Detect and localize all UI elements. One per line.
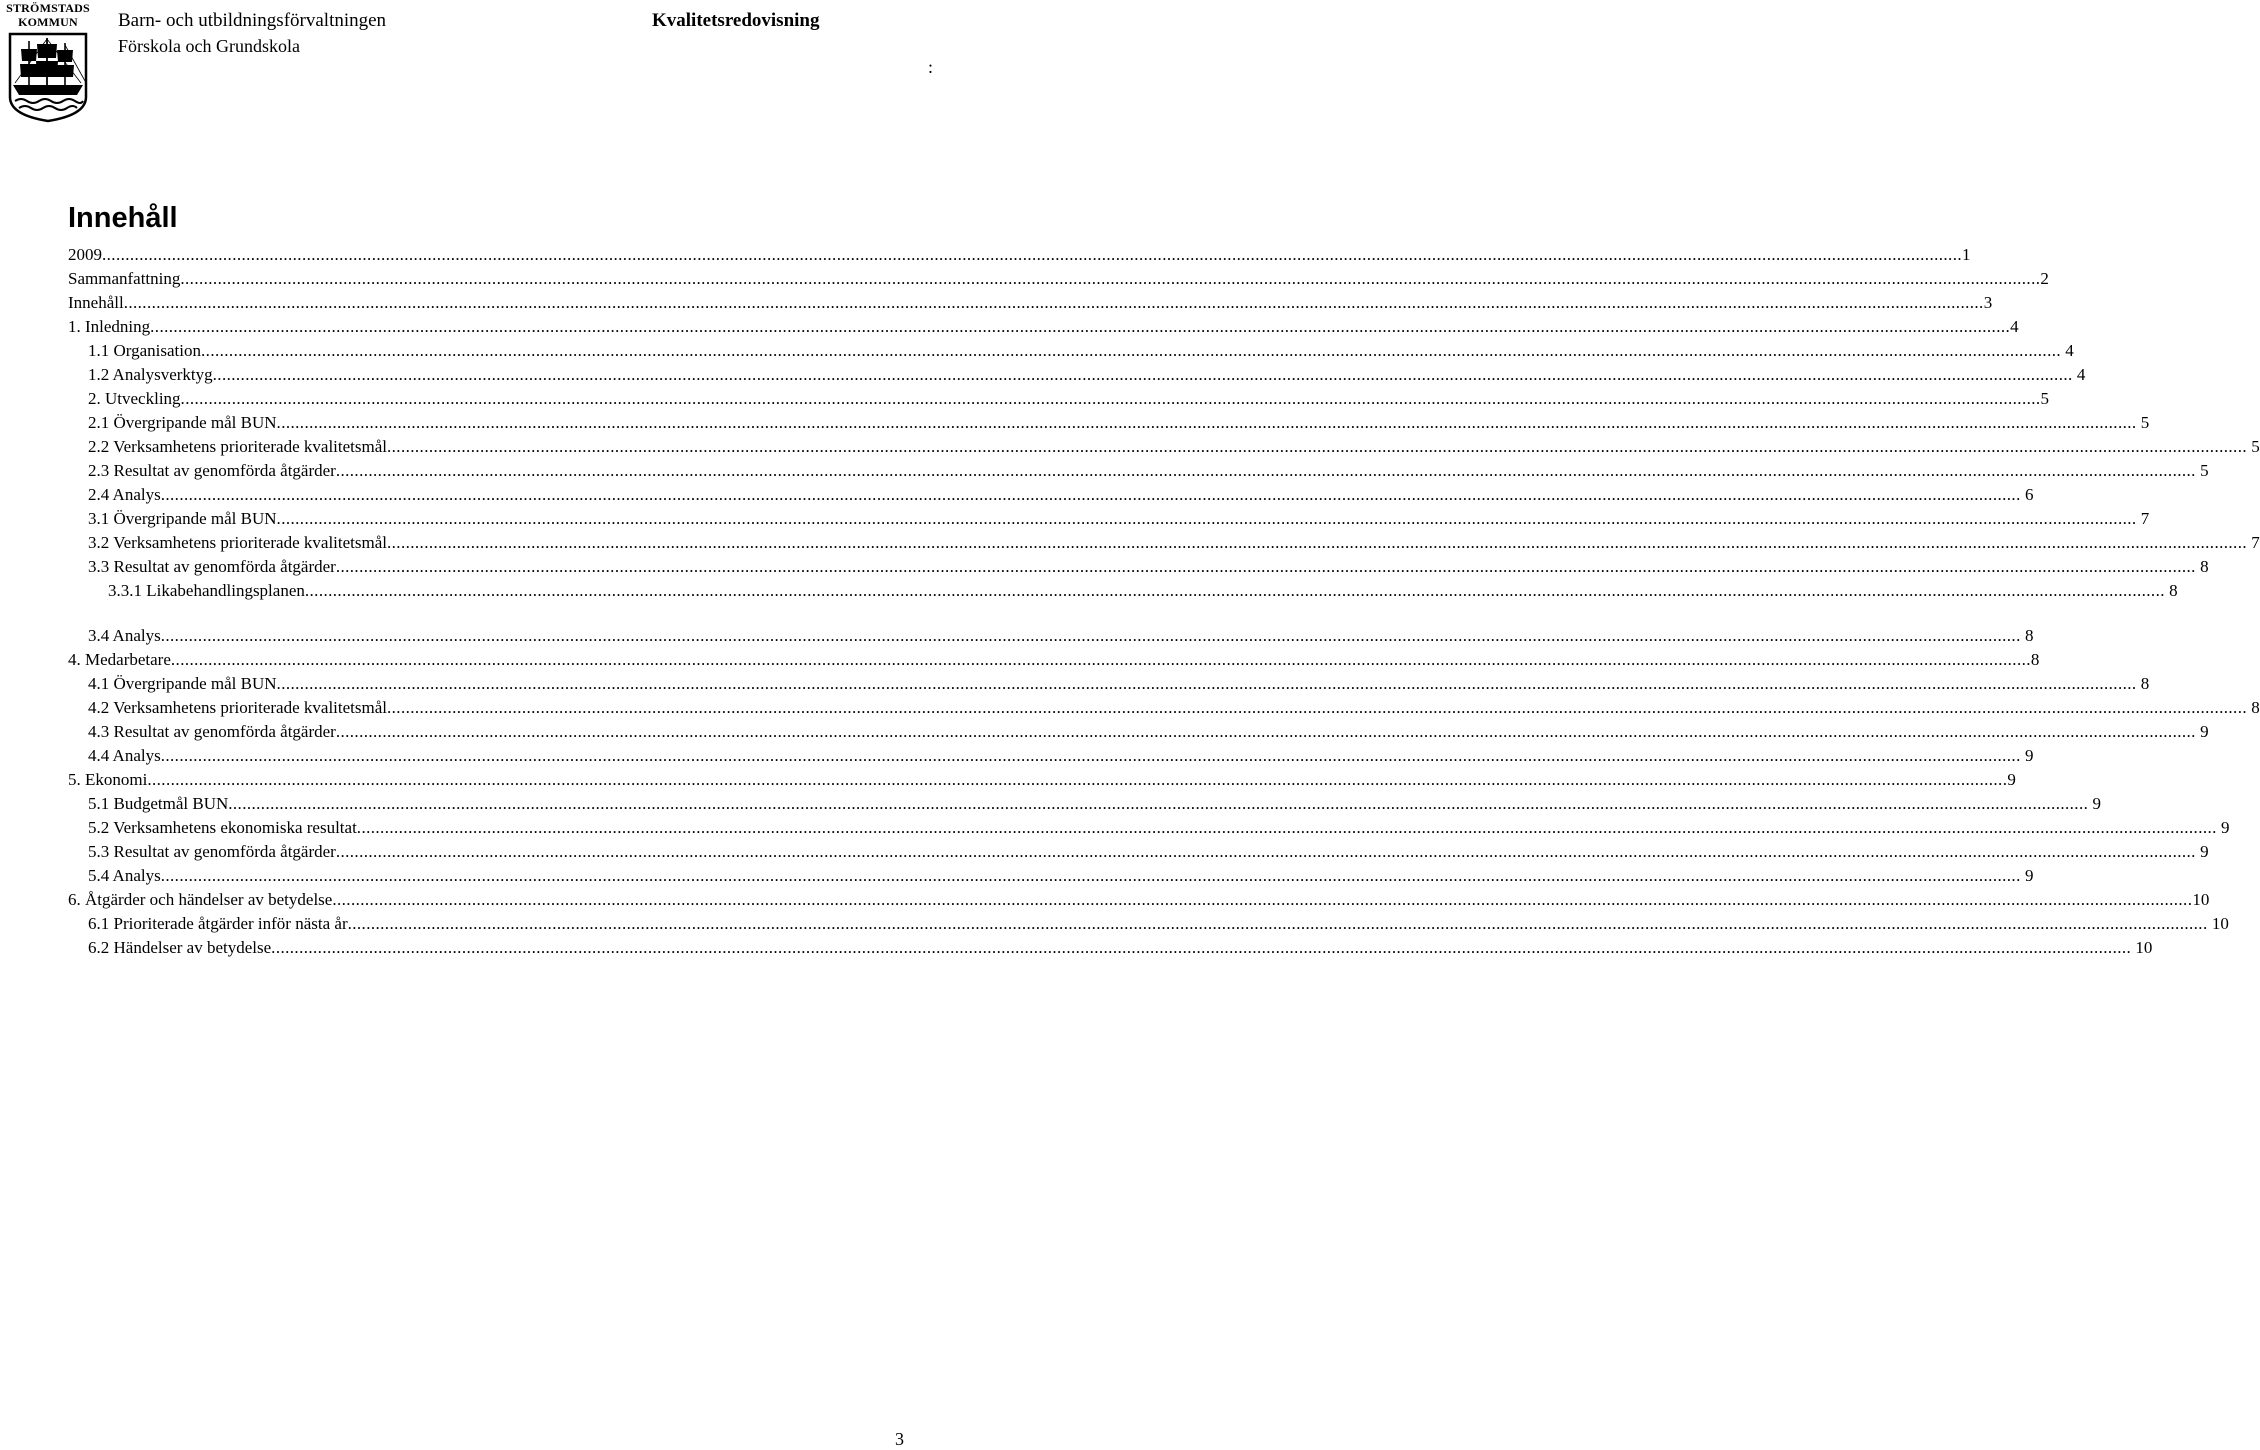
toc-entry[interactable]	[88, 460, 2209, 482]
toc-leader-dots: ................................................................................................................................................................................................................................................................................................................................................................................................................	[335, 461, 2196, 480]
toc-leader-dots: ................................................................................................................................................................................................................................................................................................................................................................................................................	[147, 770, 2008, 789]
toc-entry-page: 9	[2020, 866, 2034, 885]
toc-entry-label: 5.3 Resultat av genomförda åtgärder	[88, 842, 336, 861]
toc-leader-dots: ................................................................................................................................................................................................................................................................................................................................................................................................................	[276, 674, 2137, 693]
toc-leader-dots: ................................................................................................................................................................................................................................................................................................................................................................................................................	[160, 746, 2021, 765]
toc-entry-page: 4	[2072, 365, 2086, 384]
toc-entry[interactable]	[88, 697, 2260, 719]
toc-entry-label: 6. Åtgärder och händelser av betydelse	[68, 890, 333, 909]
toc-entry-page: 4	[2061, 341, 2074, 360]
department-name: Förskola och Grundskola	[118, 36, 300, 56]
toc-entry[interactable]	[88, 673, 2150, 695]
toc-leader-dots: ................................................................................................................................................................................................................................................................................................................................................................................................................	[335, 842, 2196, 861]
toc-leader-dots: ................................................................................................................................................................................................................................................................................................................................................................................................................	[150, 317, 2011, 336]
toc-entry[interactable]	[88, 364, 2086, 386]
toc-entry-label: 1. Inledning	[68, 317, 151, 336]
toc-entry[interactable]	[88, 817, 2230, 839]
toc-entry-label: Sammanfattning	[68, 269, 181, 288]
toc-entry-page: 8	[2030, 650, 2040, 669]
toc-entry-label: 2.4 Analys	[88, 485, 161, 504]
toc-entry-page: 9	[2195, 722, 2209, 741]
toc-entry-label: 2009	[68, 245, 102, 264]
toc-entry-label: 2.1 Övergripande mål BUN	[88, 413, 277, 432]
toc-entry-label: 3.2 Verksamhetens prioriterade kvalitetsmål	[88, 533, 387, 552]
toc-entry-page: 10	[2207, 914, 2229, 933]
toc-entry-label: 5.2 Verksamhetens ekonomiska resultat	[88, 818, 357, 837]
toc-entry-page: 5	[2040, 389, 2050, 408]
toc-entry-label: 5. Ekonomi	[68, 770, 148, 789]
toc-entry[interactable]	[88, 745, 2034, 767]
toc-entry[interactable]	[88, 484, 2034, 506]
toc-entry-label: 5.1 Budgetmål BUN	[88, 794, 229, 813]
toc-leader-dots: ................................................................................................................................................................................................................................................................................................................................................................................................................	[387, 437, 2247, 456]
toc-entry-page: 5	[2247, 437, 2260, 456]
toc-entry[interactable]	[88, 412, 2150, 434]
organization-name: Barn- och utbildningsförvaltningen	[118, 10, 387, 31]
toc-entry[interactable]	[68, 769, 2016, 791]
toc-entry[interactable]	[88, 793, 2101, 815]
toc-leader-dots: ................................................................................................................................................................................................................................................................................................................................................................................................................	[387, 533, 2247, 552]
toc-entry[interactable]	[68, 889, 2210, 911]
toc-entry[interactable]	[68, 268, 2049, 290]
toc-leader-dots: ................................................................................................................................................................................................................................................................................................................................................................................................................	[180, 389, 2041, 408]
toc-heading: Innehåll	[68, 202, 178, 234]
logo-text-line1: STRÖMSTADS	[6, 1, 90, 15]
toc-entry[interactable]	[88, 937, 2153, 959]
toc-entry-page: 2	[2040, 269, 2049, 288]
toc-entry[interactable]	[68, 292, 1993, 314]
toc-entry-page: 10	[2192, 890, 2210, 909]
toc-leader-dots: ................................................................................................................................................................................................................................................................................................................................................................................................................	[356, 818, 2217, 837]
toc-entry-label: 2.3 Resultat av genomförda åtgärder	[88, 461, 336, 480]
toc-leader-dots: ................................................................................................................................................................................................................................................................................................................................................................................................................	[160, 485, 2021, 504]
page-number: 3	[895, 1429, 904, 1449]
toc-leader-dots: ................................................................................................................................................................................................................................................................................................................................................................................................................	[102, 245, 1962, 264]
toc-entry[interactable]	[108, 580, 2178, 602]
toc-entry-label: 6.1 Prioriterade åtgärder inför nästa år	[88, 914, 348, 933]
toc-entry-label: 4.2 Verksamhetens prioriterade kvalitetsmål	[88, 698, 387, 717]
toc-entry[interactable]	[88, 625, 2034, 647]
toc-leader-dots: ................................................................................................................................................................................................................................................................................................................................................................................................................	[123, 293, 1984, 312]
toc-entry-page: 5	[2136, 413, 2150, 432]
toc-leader-dots: ................................................................................................................................................................................................................................................................................................................................................................................................................	[276, 413, 2137, 432]
toc-entry-page: 7	[2247, 533, 2260, 552]
toc-leader-dots: ................................................................................................................................................................................................................................................................................................................................................................................................................	[160, 626, 2021, 645]
toc-entry-label: 1.1 Organisation	[88, 341, 202, 360]
toc-entry-label: 3.1 Övergripande mål BUN	[88, 509, 277, 528]
toc-entry-page: 4	[2010, 317, 2019, 336]
toc-entry[interactable]	[88, 556, 2209, 578]
toc-leader-dots: ................................................................................................................................................................................................................................................................................................................................................................................................................	[271, 938, 2132, 957]
toc-leader-dots: ................................................................................................................................................................................................................................................................................................................................................................................................................	[332, 890, 2193, 909]
toc-entry[interactable]	[88, 721, 2209, 743]
toc-entry[interactable]	[88, 436, 2260, 458]
toc-leader-dots: ................................................................................................................................................................................................................................................................................................................................................................................................................	[276, 509, 2137, 528]
toc-leader-dots: ................................................................................................................................................................................................................................................................................................................................................................................................................	[201, 341, 2062, 360]
toc-entry-page: 8	[2247, 698, 2260, 717]
toc-entry-label: 3.4 Analys	[88, 626, 161, 645]
toc-entry[interactable]	[88, 841, 2209, 863]
toc-entry-page: 6	[2020, 485, 2034, 504]
logo-text-line2: KOMMUN	[18, 15, 78, 29]
toc-entry-page: 9	[2007, 770, 2016, 789]
toc-entry-page: 3	[1983, 293, 1993, 312]
toc-leader-dots: ................................................................................................................................................................................................................................................................................................................................................................................................................	[335, 557, 2196, 576]
toc-entry[interactable]	[88, 340, 2074, 362]
toc-entry[interactable]	[88, 865, 2034, 887]
toc-entry-page: 8	[2020, 626, 2034, 645]
toc-entry-page: 9	[2216, 818, 2230, 837]
toc-leader-dots: ................................................................................................................................................................................................................................................................................................................................................................................................................	[160, 866, 2021, 885]
municipality-logo	[2, 0, 94, 125]
toc-entry[interactable]	[88, 913, 2229, 935]
toc-leader-dots: ................................................................................................................................................................................................................................................................................................................................................................................................................	[335, 722, 2196, 741]
toc-entry-label: 4.1 Övergripande mål BUN	[88, 674, 277, 693]
toc-entry-page: 8	[2136, 674, 2150, 693]
toc-entry[interactable]	[68, 649, 2040, 671]
toc-entry[interactable]	[68, 316, 2019, 338]
toc-entry[interactable]	[88, 388, 2050, 410]
toc-entry[interactable]	[68, 244, 1971, 266]
toc-entry-label: 2. Utveckling	[88, 389, 181, 408]
ship-crest-icon	[7, 31, 89, 123]
toc-leader-dots: ................................................................................................................................................................................................................................................................................................................................................................................................................	[387, 698, 2247, 717]
toc-leader-dots: ................................................................................................................................................................................................................................................................................................................................................................................................................	[170, 650, 2031, 669]
toc-entry-page: 1	[1962, 245, 1971, 264]
toc-entry-label: 2.2 Verksamhetens prioriterade kvalitetsmål	[88, 437, 387, 456]
toc-entry-page: 7	[2136, 509, 2150, 528]
toc-entry-page: 5	[2195, 461, 2209, 480]
toc-entry-label: Innehåll	[68, 293, 124, 312]
toc-entry-page: 8	[2195, 557, 2209, 576]
toc-entry-label: 3.3 Resultat av genomförda åtgärder	[88, 557, 336, 576]
document-title: Kvalitetsredovisning	[652, 10, 820, 31]
toc-entry-label: 4.3 Resultat av genomförda åtgärder	[88, 722, 336, 741]
toc-entry-label: 5.4 Analys	[88, 866, 161, 885]
toc-entry-label: 3.3.1 Likabehandlingsplanen	[108, 581, 305, 600]
toc-entry-page: 9	[2088, 794, 2101, 813]
toc-leader-dots: ................................................................................................................................................................................................................................................................................................................................................................................................................	[180, 269, 2041, 288]
toc-entry[interactable]	[88, 508, 2150, 530]
toc-entry-label: 4.4 Analys	[88, 746, 161, 765]
toc-entry-label: 6.2 Händelser av betydelse	[88, 938, 272, 957]
toc-entry-page: 8	[2164, 581, 2178, 600]
toc-leader-dots: ................................................................................................................................................................................................................................................................................................................................................................................................................	[212, 365, 2073, 384]
toc-leader-dots: ................................................................................................................................................................................................................................................................................................................................................................................................................	[228, 794, 2089, 813]
toc-entry-label: 4. Medarbetare	[68, 650, 171, 669]
toc-entry[interactable]	[88, 532, 2260, 554]
toc-leader-dots: ................................................................................................................................................................................................................................................................................................................................................................................................................	[304, 581, 2165, 600]
toc-entry-page: 9	[2195, 842, 2209, 861]
toc-leader-dots: ................................................................................................................................................................................................................................................................................................................................................................................................................	[347, 914, 2208, 933]
header-colon: :	[928, 57, 934, 77]
toc-entry-page: 9	[2020, 746, 2034, 765]
toc-entry-page: 10	[2131, 938, 2153, 957]
toc-entry-label: 1.2 Analysverktyg	[88, 365, 213, 384]
